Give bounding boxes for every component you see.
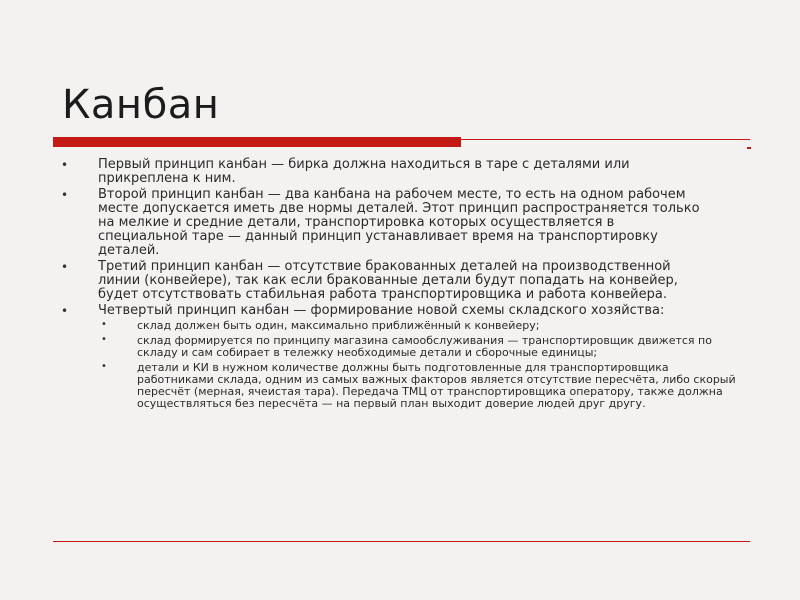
sub-bullet-mark: • xyxy=(101,334,107,345)
sub-bullet-1 xyxy=(0,320,737,332)
slide-content xyxy=(0,158,800,413)
sub-bullet-text: склад должен быть один, максимально приближённый к конвейеру; xyxy=(137,319,540,332)
bullet-text: Четвертый принцип канбан — формирование новой схемы складского хозяйства: xyxy=(98,303,665,318)
slide-title: Канбан xyxy=(62,82,220,128)
title-underline-thick xyxy=(53,137,461,147)
title-underline-tick xyxy=(747,147,751,149)
bullet-mark: • xyxy=(61,304,69,318)
bullet-text: Первый принцип канбан — бирка должна находиться в таре с деталями или прикреплена к ним. xyxy=(98,157,630,186)
title-underline xyxy=(53,135,750,149)
bottom-rule xyxy=(53,541,750,542)
sub-bullet-3 xyxy=(0,362,737,410)
bullet-text: Второй принцип канбан — два канбана на рабочем месте, то есть на одном рабочем месте допускается иметь две нормы деталей. Этот принцип распространяется только на мелкие и средние детали, транспортировка которых осуществляется в специальной таре — данный принцип устанавливает время на транспортировку деталей. xyxy=(98,187,700,258)
sub-bullet-text: склад формируется по принципу магазина самообслуживания — транспортировщик движется по складу и сам собирает в тележку необходимые детали и сборочные единицы; xyxy=(137,334,712,359)
bullet-text: Третий принцип канбан — отсутствие бракованных деталей на производственной линии (конвейере), так как если бракованные детали будут попадать на конвейер, будет отсутствовать стабильная работа транспортировщика и работа конвейера. xyxy=(98,259,678,302)
sub-bullet-text: детали и КИ в нужном количестве должны быть подготовленные для транспортировщика работниками склада, одним из самых важных факторов является отсутствие пересчёта, либо скорый пересчёт (мерная, ячеистая тара). Передача ТМЦ от транспортировщика оператору, также должна осуществляться без пересчёта — на первый план выходит доверие людей друг другу. xyxy=(137,361,736,410)
bullet-2 xyxy=(0,188,708,258)
sub-bullet-2 xyxy=(0,335,737,359)
bullet-4 xyxy=(0,304,708,318)
bullet-mark: • xyxy=(61,158,69,172)
bullet-1 xyxy=(0,158,708,186)
title-underline-thin xyxy=(461,139,750,140)
bullet-mark: • xyxy=(61,188,69,202)
sub-bullet-mark: • xyxy=(101,361,107,372)
sub-bullet-mark: • xyxy=(101,319,107,330)
bullet-3 xyxy=(0,260,708,302)
bullet-mark: • xyxy=(61,260,69,274)
